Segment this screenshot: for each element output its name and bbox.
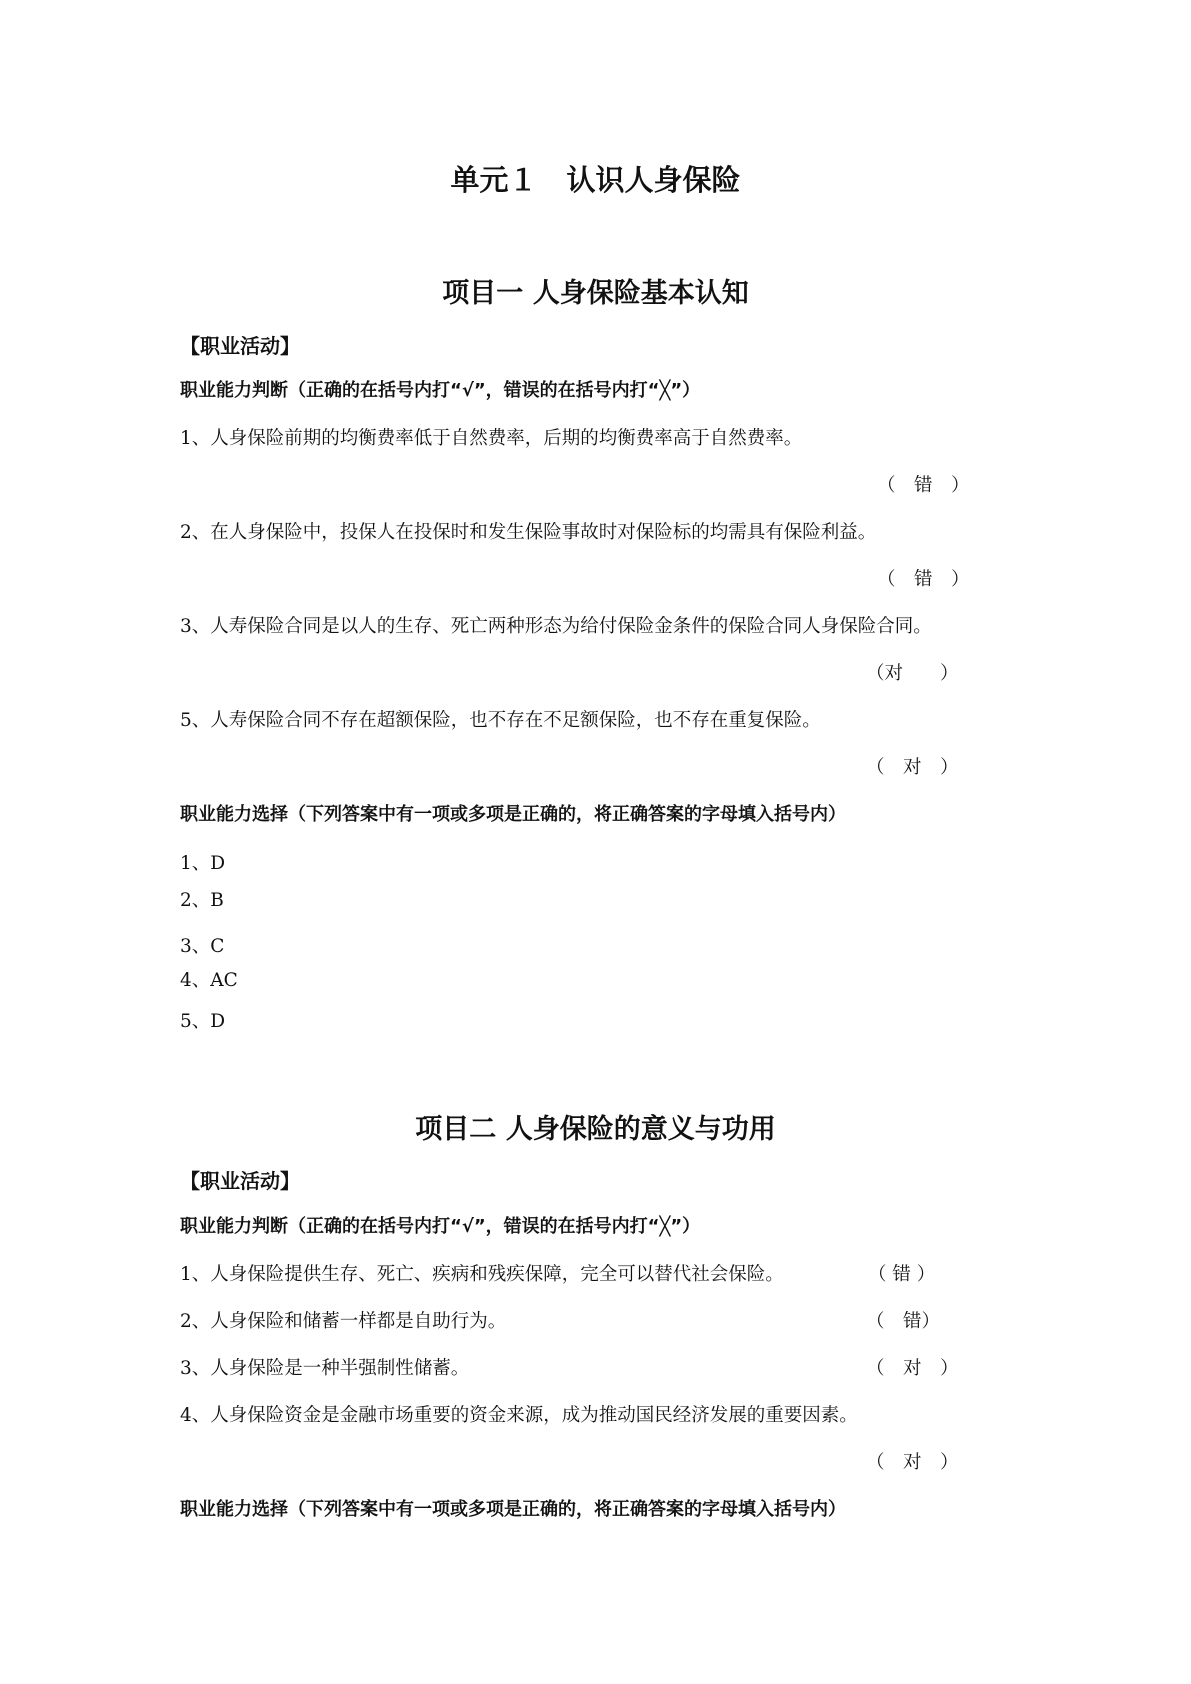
- project1-choice-item-5: 5、D: [180, 1011, 226, 1032]
- project2-judgment-instruction: 职业能力判断（正确的在括号内打“√”，错误的在括号内打“╳”）: [180, 1216, 701, 1237]
- unit-title: 单元１ 认识人身保险: [450, 163, 741, 197]
- project1-judgment-answer-3: （对 ）: [866, 663, 959, 684]
- project1-choice-item-2: 2、B: [180, 890, 224, 911]
- project1-judgment-item-3: 3、人寿保险合同是以人的生存、死亡两种形态为给付保险金条件的保险合同人身保险合同。: [180, 616, 932, 637]
- project1-judgment-item-2: 2、在人身保险中，投保人在投保时和发生保险事故时对保险标的均需具有保险利益。: [180, 522, 877, 543]
- project2-activity-label: 【职业活动】: [180, 1169, 300, 1193]
- project1-judgment-item-5: 5、人寿保险合同不存在超额保险，也不存在不足额保险，也不存在重复保险。: [180, 710, 821, 731]
- project1-activity-label: 【职业活动】: [180, 334, 300, 358]
- project1-judgment-answer-1: （ 错 ）: [877, 475, 970, 496]
- project2-judgment-answer-2: （ 错）: [866, 1311, 941, 1332]
- project1-choice-item-3: 3、C: [180, 936, 225, 957]
- project2-choice-instruction: 职业能力选择（下列答案中有一项或多项是正确的，将正确答案的字母填入括号内）: [180, 1499, 846, 1520]
- project1-judgment-instruction: 职业能力判断（正确的在括号内打“√”，错误的在括号内打“╳”）: [180, 380, 701, 401]
- project1-judgment-answer-5: （ 对 ）: [866, 757, 959, 778]
- project1-judgment-answer-2: （ 错 ）: [877, 569, 970, 590]
- project2-judgment-item-4: 4、人身保险资金是金融市场重要的资金来源，成为推动国民经济发展的重要因素。: [180, 1405, 858, 1426]
- project1-title: 项目一 人身保险基本认知: [442, 278, 749, 309]
- project2-judgment-item-3: 3、人身保险是一种半强制性储蓄。: [180, 1358, 470, 1379]
- project2-judgment-item-1: 1、人身保险提供生存、死亡、疾病和残疾保障，完全可以替代社会保险。: [180, 1264, 784, 1285]
- project2-judgment-answer-1: （ 错 ）: [868, 1264, 936, 1285]
- project2-judgment-answer-4: （ 对 ）: [866, 1452, 959, 1473]
- project1-judgment-item-1: 1、人身保险前期的均衡费率低于自然费率，后期的均衡费率高于自然费率。: [180, 428, 803, 449]
- project2-judgment-answer-3: （ 对 ）: [866, 1358, 959, 1379]
- project2-title: 项目二 人身保险的意义与功用: [415, 1114, 776, 1145]
- project2-judgment-item-2: 2、人身保险和储蓄一样都是自助行为。: [180, 1311, 507, 1332]
- project1-choice-instruction: 职业能力选择（下列答案中有一项或多项是正确的，将正确答案的字母填入括号内）: [180, 804, 846, 825]
- project1-choice-item-4: 4、AC: [180, 970, 238, 991]
- project1-choice-item-1: 1、D: [180, 853, 226, 874]
